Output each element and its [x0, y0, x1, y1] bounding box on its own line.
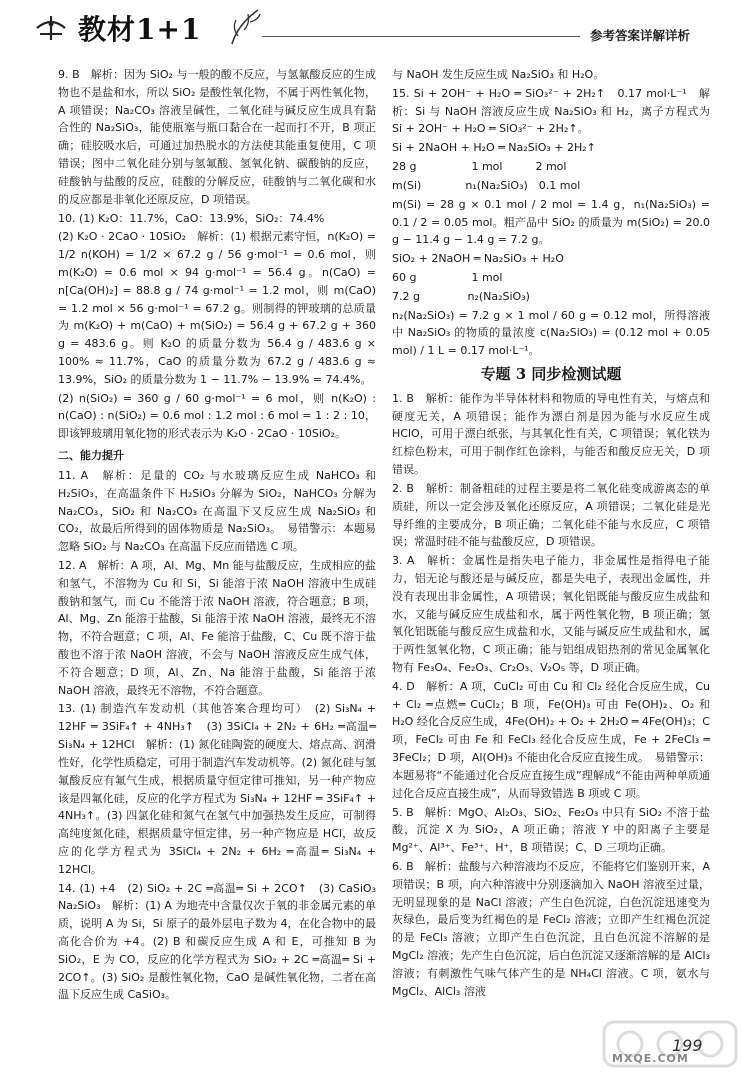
- header-subtitle: 参考答案详解详析: [590, 28, 691, 43]
- answer-paragraph: 与 NaOH 发生反应生成 Na₂SiO₃ 和 H₂O。: [392, 68, 605, 81]
- logo-icon: [34, 12, 68, 42]
- answer-paragraph: n₂(Na₂SiO₃) = 7.2 g × 1 mol / 60 g = 0.12 mol，所得溶液中 Na₂SiO₃ 的物质的量浓度 c(Na₂SiO₃) = (0.12 mol + 0.05 mol) / 1 L = 0.17 mol·L⁻¹。: [392, 308, 710, 358]
- answer-paragraph: 11. A 解析：足量的 CO₂ 与水玻璃反应生成 NaHCO₃ 和 H₂SiO₃，在高温条件下 H₂SiO₃ 分解为 SiO₂，NaHCO₃ 分解为 Na₂CO₃，SiO₂ 和 Na₂CO₃ 在高温下又反应生成 Na₂SiO₃ 和 CO₂，故最后所得到的固体物质是 Na₂SiO₃。 易错警示：本题易忽略 SiO₂ 与 Na₂CO₃ 在高温下反应而错选 C 项。: [58, 468, 376, 554]
- answer-paragraph: (2) n(SiO₂) = 360 g / 60 g·mol⁻¹ = 6 mol，则 n(K₂O) : n(CaO) : n(SiO₂) = 0.6 mol : 1.2 mol : 6 mol = 1 : 2 : 10，即该钾玻璃用氧化物的形式表示为 K₂O · 2CaO · 10SiO₂。: [58, 391, 376, 441]
- answer-paragraph: 9. B 解析：因为 SiO₂ 与一般的酸不反应，与氢氟酸反应的生成物也不是盐和水，所以 SiO₂ 是酸性氧化物，不属于两性氧化物，A 项错误；Na₂CO₃ 溶液呈碱性，二氧化硅与碱反应生成具有黏合性的 Na₂SiO₃，能使瓶塞与瓶口黏合在一起而打不开，B 项正确；硅胶吸水后，可通过加热脱水的方法使其能重复使用，C 项错误；图中二氧化硅分别与氢氟酸、氢氧化钠、碳酸钠的反应，硅酸钠与盐酸的反应，硅酸的分解反应，硅酸钠与二氧化碳和水的反应都是非氧化还原反应，D 项错误。: [58, 68, 376, 206]
- answer-paragraph: (2) K₂O · 2CaO · 10SiO₂ 解析：(1) 根据元素守恒，n(K₂O) = 1/2 n(KOH) = 1/2 × 67.2 g / 56 g·mol⁻¹ = 0.6 mol，则 m(K₂O) = 0.6 mol × 94 g·mol⁻¹ = 56.4 g。n(CaO) = n[Ca(OH)₂] = 88.8 g / 74 g·mol⁻¹ = 1.2 mol，则 m(CaO) = 1.2 mol × 56 g·mol⁻¹ = 67.2 g。则制得的钾玻璃的总质量为 m(K₂O) + m(CaO) + m(SiO₂) = 56.4 g + 67.2 g + 360 g = 483.6 g。则 K₂O 的质量分数为 56.4 g / 483.6 g × 100% ≈ 11.7%，CaO 的质量分数为 67.2 g / 483.6 g ≈ 13.9%，SiO₂ 的质量分数为 1 − 11.7% − 13.9% = 74.4%。: [58, 230, 376, 386]
- answer-paragraph: 14. (1) +4 (2) SiO₂ + 2C ═高温═ Si + 2CO↑ (3) CaSiO₃ Na₂SiO₃ 解析：(1) A 为地壳中含量仅次于氧的非金属元素的单质，说明 A 为 Si，Si 原子的最外层电子数为 4，在化合物中的最高化合价为 +4。(2) B 和碳反应生成 A 和 E，可推知 B 为 SiO₂，E 为 CO，反应的化学方程式为 SiO₂ + 2C ═高温═ Si + 2CO↑。(3) SiO₂ 是酸性氧化物，CaO 是碱性氧化物，二者在高温下反应生成 CaSiO₃。: [58, 881, 387, 1002]
- answer-paragraph: 15. Si + 2OH⁻ + H₂O ═ SiO₃²⁻ + 2H₂↑ 0.17 mol·L⁻¹ 解析：Si 与 NaOH 溶液反应生成 Na₂SiO₃ 和 H₂，离子方程式为 Si + 2OH⁻ + H₂O ═ SiO₃²⁻ + 2H₂↑。: [392, 86, 710, 136]
- right-column: [392, 66, 710, 1001]
- answer-paragraph: 60 g 1 mol: [392, 270, 503, 284]
- answer-paragraph: 7.2 g n₂(Na₂SiO₃): [392, 289, 530, 303]
- answer-paragraph: 13. (1) 制造汽车发动机（其他答案合理均可） (2) Si₃N₄ + 12HF ═ 3SiF₄↑ + 4NH₃↑ (3) 3SiCl₄ + 2N₂ + 6H₂ ═高温═ Si₃N₄ + 12HCl 解析：(1) 氮化硅陶瓷的硬度大、熔点高、润滑性好，化学性质稳定，可用于制造汽车发动机等。(2) 氮化硅与氢氟酸反应有氟气生成，根据质量守恒定律可推知，另一种产物应该是四氟化硅，反应的化学方程式为 Si₃N₄ + 12HF ═ 3SiF₄↑ + 4NH₃↑。(3) 四氯化硅和氮气在氢气中加强热发生反应，可制得高纯度氮化硅，根据质量守恒定律，另一种产物应是 HCl，故反应的化学方程式为 3SiCl₄ + 2N₂ + 6H₂ ═高温═ Si₃N₄ + 12HCl。: [58, 702, 376, 876]
- section-title: 专题 3 同步检测试题: [480, 365, 622, 383]
- answer-paragraph: 2. B 解析：制备粗硅的过程主要是将二氧化硅变成游离态的单质硅，所以一定会涉及氧化还原反应，A 项错误；二氧化硅是光导纤维的主要成分，B 项正确；二氧化硅不能与水反应，C 项错误；常温时硅不能与盐酸反应，D 项错误。: [392, 481, 710, 549]
- watermark-text: MXQE.COM: [612, 1052, 689, 1065]
- answer-paragraph: 3. A 解析：金属性是指失电子能力，非金属性是指得电子能力，铝无论与酸还是与碱反应，都是失电子，表现出金属性，并没有表现出非金属性，A 项错误；氧化铝既能与酸反应生成盐和水，又能与碱反应生成盐和水，属于两性氧化物，B 项正确；氢氧化铝既能与酸反应生成盐和水，又能与碱反应生成盐和水，属于两性氢氧化物，C 项正确；能与铝组成铝热剂的常见金属氧化物有 Fe₃O₄、Fe₂O₃、Cr₂O₃、V₂O₅ 等，D 项正确。: [392, 554, 710, 674]
- answer-paragraph: 6. B 解析：盐酸与六种溶液均不反应，不能将它们鉴别开来，A 项错误；B 项，向六种溶液中分别逐滴加入 NaOH 溶液至过量，无明显现象的是 NaCl 溶液；产生白色沉淀，白色沉淀迅速变为灰绿色，最后变为红褐色的是 FeCl₂ 溶液；立即产生红褐色沉淀的是 FeCl₃ 溶液；立即产生白色沉淀，且白色沉淀不溶解的是 MgCl₂ 溶液；先产生白色沉淀，后白色沉淀又逐渐溶解的是 AlCl₃ 溶液；有刺激性气味气体产生的是 NH₄Cl 溶液。C 项，氨水与 MgCl₂、AlCl₃ 溶液: [392, 859, 710, 998]
- leaf-decoration-icon: [228, 6, 262, 46]
- page-header: [0, 0, 750, 56]
- answer-paragraph: m(Si) n₁(Na₂SiO₃) 0.1 mol: [392, 178, 581, 192]
- left-column: [58, 66, 387, 1005]
- page-number: 199: [672, 1036, 703, 1055]
- header-title: 教材1+1: [78, 13, 202, 46]
- answer-paragraph: 28 g 1 mol 2 mol: [392, 160, 567, 174]
- section-heading: 二、能力提升: [58, 449, 124, 463]
- answer-paragraph: 4. D 解析：A 项，CuCl₂ 可由 Cu 和 Cl₂ 经化合反应生成，Cu + Cl₂ ═点燃═ CuCl₂；B 项，Fe(OH)₃ 可由 Fe(OH)₂、O₂ 和 H₂O 经化合反应生成，4Fe(OH)₂ + O₂ + 2H₂O ═ 4Fe(OH)₃；C 项，FeCl₂ 可由 Fe 和 FeCl₃ 经化合反应生成，Fe + 2FeCl₃ ═ 3FeCl₂；D 项，Al(OH)₃ 不能由化合反应直接生成。 易错警示：本题易将“不能通过化合反应直接生成”理解成“不能由两种单质通过化合反应直接生成”，从而导致错选 B 项或 C 项。: [392, 679, 710, 800]
- answer-paragraph: 12. A 解析：A 项，Al、Mg、Mn 能与盐酸反应，生成相应的盐和氢气，不溶物为 Cu 和 Si，Si 能溶于浓 NaOH 溶液中生成硅酸钠和氢气，而 Cu 不能溶于浓 NaOH 溶液，符合题意；B 项，Al、Mg、Zn 能溶于盐酸，Si 能溶于浓 NaOH 溶液，最终无不溶物，不符合题意；C 项，Al、Fe 能溶于盐酸，C、Cu 既不溶于盐酸也不溶于浓 NaOH 溶液，不会与 NaOH 溶液反应生成气体，不符合题意；D 项，Al、Zn、Na 能溶于盐酸，Si 能溶于浓 NaOH 溶液，最终无不溶物，不符合题意。: [58, 558, 376, 697]
- answer-paragraph: m(Si) = 28 g × 0.1 mol / 2 mol = 1.4 g，n₁(Na₂SiO₃) = 0.1 / 2 = 0.05 mol。粗产品中 SiO₂ 的质量为 m(SiO₂) = 20.0 g − 11.4 g − 1.4 g = 7.2 g。: [392, 197, 710, 247]
- header-rule: [262, 36, 580, 37]
- answer-paragraph: 10. (1) K₂O：11.7%，CaO：13.9%，SiO₂：74.4%: [58, 211, 325, 225]
- answer-paragraph: Si + 2NaOH + H₂O ═ Na₂SiO₃ + 2H₂↑: [392, 141, 596, 155]
- answer-paragraph: 1. B 解析：能作为半导体材料和物质的导电性有关，与熔点和硬度无关，A 项错误；能作为漂白剂是因为能与水反应生成 HClO，可用于漂白纸张，与其氧化性有关，C 项错误；氧化铁为红棕色粉末，可用于制作红色涂料，与能否和酸反应无关，D 项错误。: [392, 391, 710, 477]
- answer-paragraph: 5. B 解析：MgO、Al₂O₃、SiO₂、Fe₂O₃ 中只有 SiO₂ 不溶于盐酸，沉淀 X 为 SiO₂，A 项正确；溶液 Y 中的阳离子主要是 Mg²⁺、Al³⁺、Fe³⁺、H⁺，B 项错误；C、D 三项均正确。: [392, 805, 710, 855]
- answer-paragraph: SiO₂ + 2NaOH ═ Na₂SiO₃ + H₂O: [392, 252, 564, 266]
